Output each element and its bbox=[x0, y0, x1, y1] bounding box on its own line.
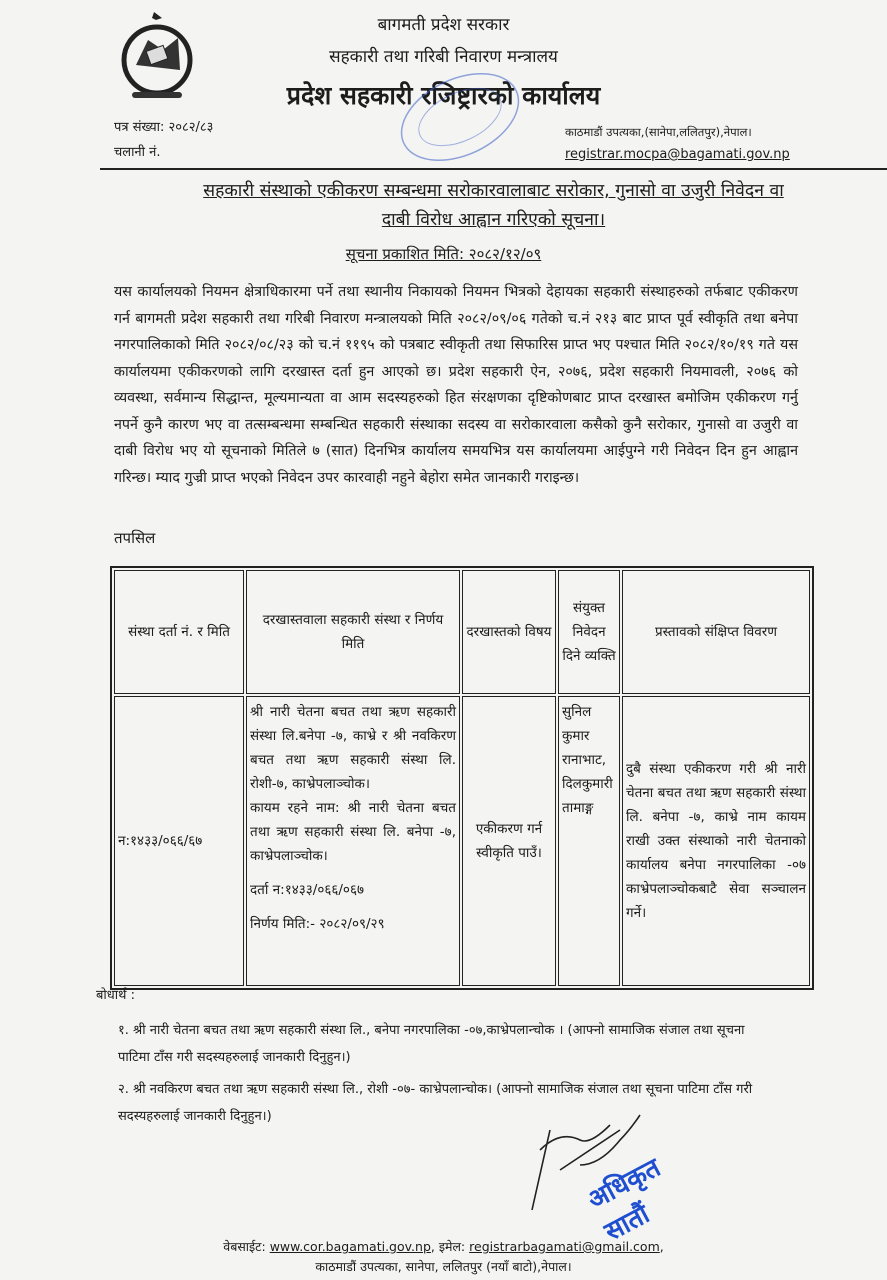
table-row bbox=[114, 696, 810, 986]
cc-item-1: १. श्री नारी चेतना बचत तथा ऋण सहकारी संस्था लि., बनेपा नगरपालिका -०७,काभ्रेपलान्चोक । (आफ्नो सामाजिक संजाल तथा सूचना पाटिमा टाँस गरी सदस्यहरुलाई जानकारी दिनुहुन।) bbox=[118, 1023, 745, 1065]
gov-name: बागमती प्रदेश सरकार bbox=[377, 15, 510, 35]
notice-body: यस कार्यालयको नियमन क्षेत्राधिकारमा पर्ने तथा स्थानीय निकायको नियमन भित्रको देहायका सहकारी संस्थाहरुको तर्फबाट एकीकरण गर्न बागमती प्रदेश सहकारी तथा गरिबी निवारण मन्त्रालयको मिति २०८२/०९/०६ गतेको च.नं २१३ बाट प्राप्त पूर्व स्वीकृति तथा बनेपा नगरपालिकाको मिति २०८२/०८/२३ को च.नं ११९५ को पत्रबाट स्वीकृती तथा सिफारिस प्राप्त भए पश्चात मिति २०८२/१०/१९ गते यस कार्यालयमा एकीकरणको लागि दरखास्त दर्ता हुन आएको छ। प्रदेश सहकारी ऐन, २०७६, प्रदेश सहकारी नियमावली, २०७६ को व्यवस्था, सर्वमान्य सिद्धान्त, मूल्यमान्यता वा आम सदस्यहरुको हित संरक्षणका दृष्टिकोणबाट प्राप्त दरखास्त बमोजिम एकीकरण गर्नु नपर्ने कुनै कारण भए वा तत्सम्बन्धमा सम्बन्धित सहकारी संस्थाका सदस्य वा सरोकारवाला कसैको कुनै सरोकार, गुनासो वा उजुरी वा दाबी विरोध भए यो सूचनाको मितिले ७ (सात) दिनभित्र कार्यालय समयभित्र यस कार्यालयमा आईपुग्ने गरी निवेदन दिन हुन आह्वान गरिन्छ। म्याद गुज्री प्राप्त भएको निवेदन उपर कारवाही नहुने बेहोरा समेत जानकारी गराइन्छ। bbox=[114, 284, 798, 486]
website-label: वेबसाईट: bbox=[223, 1239, 266, 1254]
notice-title-line1: सहकारी संस्थाको एकीकरण सम्बन्धमा सरोकारवालाबाट सरोकार, गुनासो वा उजुरी निवेदन वा bbox=[203, 181, 784, 201]
letter-number: पत्र संख्या: २०८२/८३ bbox=[114, 120, 214, 135]
office-seal-stamp bbox=[390, 72, 530, 162]
person-2: दिलकुमारी तामाङ्ग bbox=[562, 776, 613, 816]
retained-name: कायम रहने नाम: श्री नारी चेतना बचत तथा ऋण सहकारी संस्था लि. बनेपा -७, काभ्रेपलाञ्चोक। bbox=[250, 800, 456, 864]
cc-item-2: २. श्री नवकिरण बचत तथा ऋण सहकारी संस्था लि., रोशी -०७- काभ्रेपलान्चोक। (आफ्नो सामाजिक संजाल तथा सूचना पाटिमा टाँस गरी सदस्यहरुलाई जानकारी दिनुहुन।) bbox=[118, 1082, 753, 1124]
cell-persons bbox=[558, 696, 620, 986]
applicant-names: श्री नारी चेतना बचत तथा ऋण सहकारी संस्था लि.बनेपा -७, काभ्रे र श्री नवकिरण बचत तथा ऋण सहकारी संस्था लि. रोशी-७, काभ्रेपलाञ्चोक। bbox=[250, 704, 456, 792]
details-label: तपसिल bbox=[114, 529, 156, 547]
table-header-row bbox=[114, 570, 810, 694]
cell-reg-no: न:१४३३/०६६/६७ bbox=[114, 696, 244, 986]
registration-number: दर्ता न:१४३३/०६६/०६७ bbox=[250, 882, 364, 898]
header-reg-no: संस्था दर्ता नं. र मिति bbox=[114, 570, 244, 694]
cell-summary: दुबै संस्था एकीकरण गरी श्री नारी चेतना बचत तथा ऋण सहकारी संस्था लि. बनेपा -७, काभ्रे नाम कायम राखी उक्त संस्थाको नारी चेतनाको कार्यालय बनेपा नगरपालिका -०७ काभ्रेपलाञ्चोकबाटै सेवा सञ्चालन गर्ने। bbox=[622, 696, 810, 986]
cell-subject: एकीकरण गर्न स्वीकृति पाउँ। bbox=[462, 696, 556, 986]
footer-address: काठमाडौं उपत्यका, सानेपा, ललितपुर (नयाँ बाटो),नेपाल। bbox=[315, 1259, 572, 1274]
cc-label: बोधार्थ : bbox=[96, 988, 135, 1003]
office-name: प्रदेश सहकारी रजिष्ट्रारको कार्यालय bbox=[286, 81, 601, 110]
website-link[interactable]: www.cor.bagamati.gov.np bbox=[269, 1239, 431, 1254]
notice-title-line2: दाबी विरोध आह्वान गरिएको सूचना। bbox=[381, 210, 606, 230]
designation-stamp: अधिकृत सातौं bbox=[583, 1152, 666, 1248]
header-subject: दरखास्तको विषय bbox=[462, 570, 556, 694]
header-summary: प्रस्तावको संक्षिप्त विवरण bbox=[622, 570, 810, 694]
header-persons: संयुक्त निवेदन दिने व्यक्ति bbox=[558, 570, 620, 694]
published-date: सूचना प्रकाशित मिति: २०८२/१२/०९ bbox=[345, 245, 542, 263]
cell-applicant bbox=[246, 696, 460, 986]
header-divider bbox=[100, 168, 887, 170]
dispatch-number: चलानी नं. bbox=[114, 145, 161, 160]
footer-contact: वेबसाईट: www.cor.bagamati.gov.np, इमेल: registrarbagamati@gmail.com, bbox=[223, 1239, 664, 1254]
office-address: काठमाडौं उपत्यका,(सानेपा,ललितपुर),नेपाल। bbox=[565, 125, 752, 139]
footer-email-link[interactable]: registrarbagamati@gmail.com bbox=[469, 1239, 660, 1254]
office-email[interactable]: registrar.mocpa@bagamati.gov.np bbox=[565, 147, 790, 162]
ministry-name: सहकारी तथा गरिबी निवारण मन्त्रालय bbox=[329, 47, 558, 67]
signature-block bbox=[520, 1090, 720, 1248]
person-1: सुनिल कुमार रानाभाट, bbox=[562, 704, 607, 768]
details-table bbox=[110, 566, 814, 990]
email-label: इमेल: bbox=[438, 1239, 466, 1254]
header-applicant: दरखास्तवाला सहकारी संस्था र निर्णय मिति bbox=[246, 570, 460, 694]
decision-date: निर्णय मिति:- २०८२/०९/२९ bbox=[250, 916, 385, 932]
